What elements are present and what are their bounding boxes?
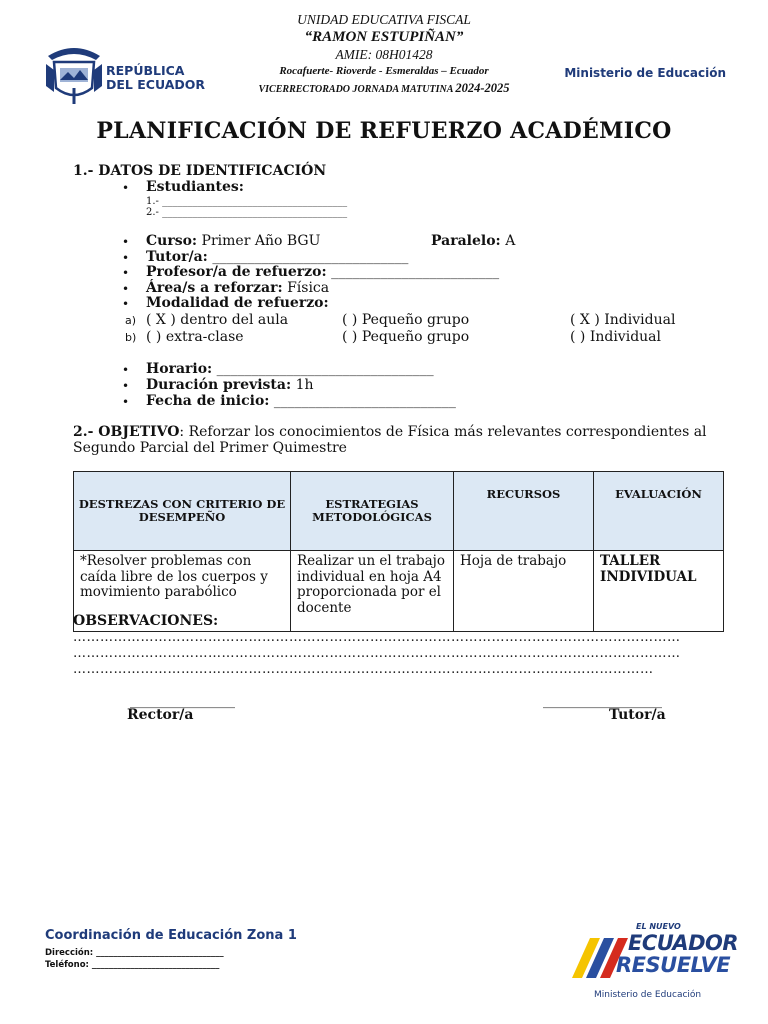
bullet: • xyxy=(122,363,130,377)
option-a-small-group: ( ) Pequeño grupo xyxy=(342,312,470,328)
cell-recursos: Hoja de trabajo xyxy=(454,551,594,632)
bullet: • xyxy=(122,395,130,409)
location-line: Rocafuerte- Rioverde - Esmeraldas – Ecuador xyxy=(279,65,489,77)
bullet: • xyxy=(122,297,130,311)
option-b-individual: ( ) Individual xyxy=(570,329,661,345)
rector-signature-line: _______________ xyxy=(130,693,235,709)
school-name: “RAMON ESTUPIÑAN” xyxy=(304,29,464,45)
observaciones-line-3: ………………………………………………………………………………………………………………… xyxy=(73,662,654,677)
ecuador-resuelve-logo xyxy=(570,920,739,982)
header-recursos: RECURSOS xyxy=(454,472,594,551)
objective-line-1: 2.- OBJETIVO: Reforzar los conocimientos de Física más relevantes correspondientes al xyxy=(73,424,707,440)
eco-line-3: RESUELVE xyxy=(616,953,731,977)
option-a-inside-classroom: ( X ) dentro del aula xyxy=(146,312,289,328)
area-field: Área/s a reforzar: Física xyxy=(146,280,330,296)
students-label: Estudiantes: xyxy=(146,179,244,195)
observaciones-label: OBSERVACIONES: xyxy=(73,613,219,629)
rector-label: Rector/a xyxy=(127,707,194,723)
modalidad-label: Modalidad de refuerzo: xyxy=(146,295,329,311)
header-destrezas: DESTREZAS CON CRITERIO DE DESEMPEÑO xyxy=(74,472,291,551)
page-title: PLANIFICACIÓN DE REFUERZO ACADÉMICO xyxy=(96,118,672,144)
eco-ministry-label: Ministerio de Educación xyxy=(594,990,702,1000)
bullet: • xyxy=(122,181,130,195)
ministry-header-label: Ministerio de Educación xyxy=(564,66,726,80)
header-evaluacion: EVALUACIÓN xyxy=(594,472,724,551)
horario-field: Horario: _______________________________ xyxy=(146,361,434,377)
eco-line-2: ECUADOR xyxy=(628,931,739,955)
student-2-blank: 2.- _____________________________________ xyxy=(146,207,348,218)
cell-estrategias: Realizar un el trabajo individual en hoja A4 proporcionada por el docente xyxy=(291,551,454,632)
bullet: • xyxy=(122,266,130,280)
student-1-blank: 1.- _____________________________________ xyxy=(146,196,348,207)
table-header-row xyxy=(74,472,724,551)
vicerrectorado-line: VICERRECTORADO JORNADA MATUTINA 2024-2025 xyxy=(258,81,510,95)
eco-line-1: EL NUEVO xyxy=(636,922,681,931)
amie-code: AMIE: 08H01428 xyxy=(335,47,433,62)
option-b-extra-class: ( ) extra-clase xyxy=(146,329,244,345)
republic-name: REPÚBLICA DEL ECUADOR xyxy=(106,63,206,92)
observaciones-line-1: ……………………………………………………………………………………………………………………… xyxy=(73,630,681,645)
institution-line: UNIDAD EDUCATIVA FISCAL xyxy=(297,12,471,27)
objective-line-2: Segundo Parcial del Primer Quimestre xyxy=(73,440,347,456)
paralelo-field: Paralelo: A xyxy=(431,233,516,249)
option-b-letter: b) xyxy=(125,331,137,344)
footer-direccion: Dirección: ______________________________ xyxy=(45,948,224,958)
option-b-small-group: ( ) Pequeño grupo xyxy=(342,329,470,345)
observaciones-line-2: ……………………………………………………………………………………………………………………… xyxy=(73,646,681,661)
header-estrategias: ESTRATEGIAS METODOLÓGICAS xyxy=(291,472,454,551)
option-a-letter: a) xyxy=(125,314,137,327)
cell-evaluacion: TALLER INDIVIDUAL xyxy=(594,551,724,632)
section2-heading: 2.- OBJETIVO xyxy=(73,424,180,440)
coordination-zone-label: Coordinación de Educación Zona 1 xyxy=(45,928,297,943)
bullet: • xyxy=(122,379,130,393)
duracion-field: Duración prevista: 1h xyxy=(146,377,314,393)
tutor-label: Tutor/a xyxy=(609,707,666,723)
profesor-field: Profesor/a de refuerzo: ________________________ xyxy=(146,264,500,280)
tutor-field: Tutor/a: ____________________________ xyxy=(146,249,409,265)
footer-telefono: Teléfono: ______________________________ xyxy=(45,960,220,970)
bullet: • xyxy=(122,282,130,296)
bullet: • xyxy=(122,251,130,265)
bullet: • xyxy=(122,235,130,249)
school-period: 2024-2025 xyxy=(455,81,510,95)
option-a-individual: ( X ) Individual xyxy=(570,312,676,328)
cell-destrezas: *Resolver problemas con caída libre de los cuerpos y movimiento parabólico xyxy=(74,551,291,632)
fecha-field: Fecha de inicio: __________________________ xyxy=(146,393,456,409)
section1-heading: 1.- DATOS DE IDENTIFICACIÓN xyxy=(73,163,327,179)
tutor-signature-line: _________________ xyxy=(543,693,662,709)
reinforcement-plan-table xyxy=(73,471,724,632)
curso-field: Curso: Primer Año BGU xyxy=(146,233,321,249)
